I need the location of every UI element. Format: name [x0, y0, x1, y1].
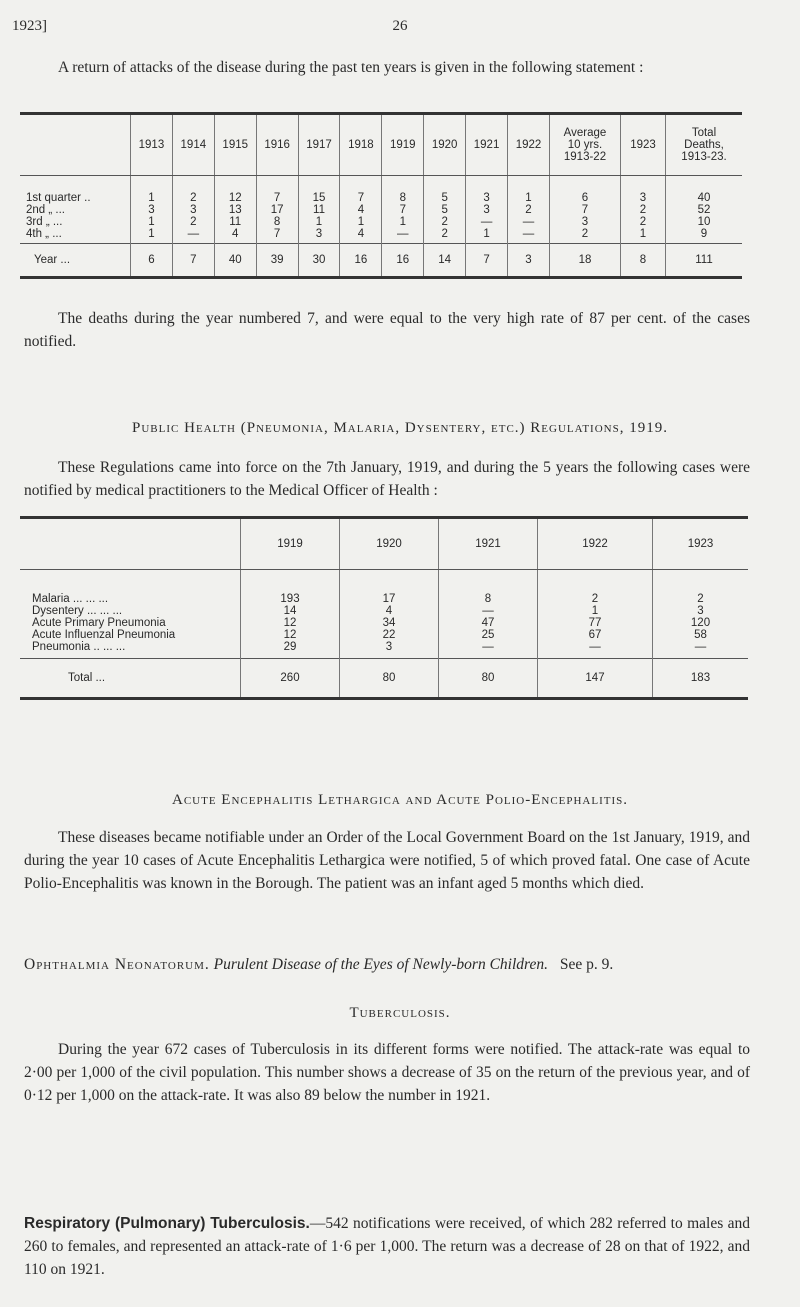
notifications-table-header: [20, 518, 748, 570]
table-row: Malaria ... ... ... 193 17 8 2 2: [20, 593, 748, 605]
intro-paragraph: A return of attacks of the disease during the past ten years is given in the following statement :: [58, 59, 644, 76]
regulations-paragraph: These Regulations came into force on the 7th January, 1919, and during the 5 years the following cases were notified by medical practitioners to the Medical Officer of Health :: [24, 459, 750, 499]
col-header: 1916: [256, 114, 298, 176]
table-row: 4th „ ... 1 — 4 7 3 4 — 2 1 — 2 1 9: [20, 228, 742, 244]
ophthalmia-title: Ophthalmia Neonatorum.: [24, 956, 210, 973]
col-header: 1917: [298, 114, 340, 176]
total-header: Total Deaths, 1913-23.: [666, 114, 743, 176]
respiratory-tb-paragraph: [24, 1212, 750, 1281]
col-header: 1921: [439, 518, 538, 570]
year-total-row: Year ... 6 7 40 39 30 16 16 14 7 3 18 8 111: [20, 244, 742, 278]
col-header: 1920: [424, 114, 466, 176]
respiratory-tb-title: Respiratory (Pulmonary) Tuberculosis.: [24, 1215, 310, 1232]
attacks-table: [20, 112, 742, 279]
table-row: Acute Primary Pneumonia 12 34 47 77 120: [20, 617, 748, 629]
col-header: 1913: [131, 114, 173, 176]
attacks-table-header: [20, 114, 742, 176]
ophthalmia-subtitle: Purulent Disease of the Eyes of Newly-born Children.: [213, 956, 549, 973]
col-header: 1923: [653, 518, 749, 570]
tuberculosis-heading: Tuberculosis.: [349, 1005, 451, 1021]
col-header: 1922: [508, 114, 550, 176]
table-row: Dysentery ... ... ... 14 4 — 1 3: [20, 605, 748, 617]
col-header: 1920: [340, 518, 439, 570]
table-row: 1st quarter .. 1 2 12 7 15 7 8 5 3 1 6 3 40: [20, 192, 742, 204]
col-header: 1918: [340, 114, 382, 176]
ophthalmia-paragraph: [24, 953, 750, 976]
col-header-1923: 1923: [621, 114, 666, 176]
table-row: 2nd „ ... 3 3 13 17 11 4 7 5 3 2 7 2 52: [20, 204, 742, 216]
col-header: 1919: [382, 114, 424, 176]
table-row: Pneumonia .. ... ... 29 3 — — —: [20, 641, 748, 659]
respiratory-tb-text: —542 notifications were received, of which 282 referred to males and 260 to females, and represented an attack-rate of 1·6 per 1,000. The return was a decrease of 28 on that of 1922, and 110 on 1921.: [24, 1215, 750, 1278]
col-header: 1919: [241, 518, 340, 570]
col-header: 1921: [466, 114, 508, 176]
deaths-paragraph: The deaths during the year numbered 7, and were equal to the very high rate of 87 per cent. of the cases notified.: [24, 310, 750, 350]
col-header: 1922: [538, 518, 653, 570]
ophthalmia-reference: See p. 9.: [559, 956, 614, 973]
table-row: Acute Influenzal Pneumonia 12 22 25 67 58: [20, 629, 748, 641]
avg-header: Average 10 yrs. 1913-22: [550, 114, 621, 176]
page-number: 26: [392, 18, 408, 34]
regulations-heading: Public Health (Pneumonia, Malaria, Dysentery, etc.) Regulations, 1919.: [132, 420, 668, 436]
col-header: 1915: [214, 114, 256, 176]
header-year: 1923]: [12, 18, 47, 34]
encephalitis-heading: Acute Encephalitis Lethargica and Acute Polio-Encephalitis.: [171, 792, 629, 808]
col-header: 1914: [172, 114, 214, 176]
table-row: 3rd „ ... 1 2 11 8 1 1 1 2 — — 3 2 10: [20, 216, 742, 228]
notifications-table: [20, 516, 748, 700]
total-row: Total ... 260 80 80 147 183: [20, 659, 748, 699]
tuberculosis-paragraph: During the year 672 cases of Tuberculosis in its different forms were notified. The attack-rate was equal to 2·00 per 1,000 of the civil population. This number shows a decrease of 35 on the return of the previous year, and of 0·12 per 1,000 on the attack-rate. It was also 89 below the number in 1921.: [24, 1041, 750, 1104]
encephalitis-paragraph: These diseases became notifiable under an Order of the Local Government Board on the 1st January, 1919, and during the year 10 cases of Acute Encephalitis Lethargica were notified, 5 of which proved fatal. One case of Acute Polio-Encephalitis was known in the Borough. The patient was an infant aged 5 months which died.: [24, 829, 750, 892]
